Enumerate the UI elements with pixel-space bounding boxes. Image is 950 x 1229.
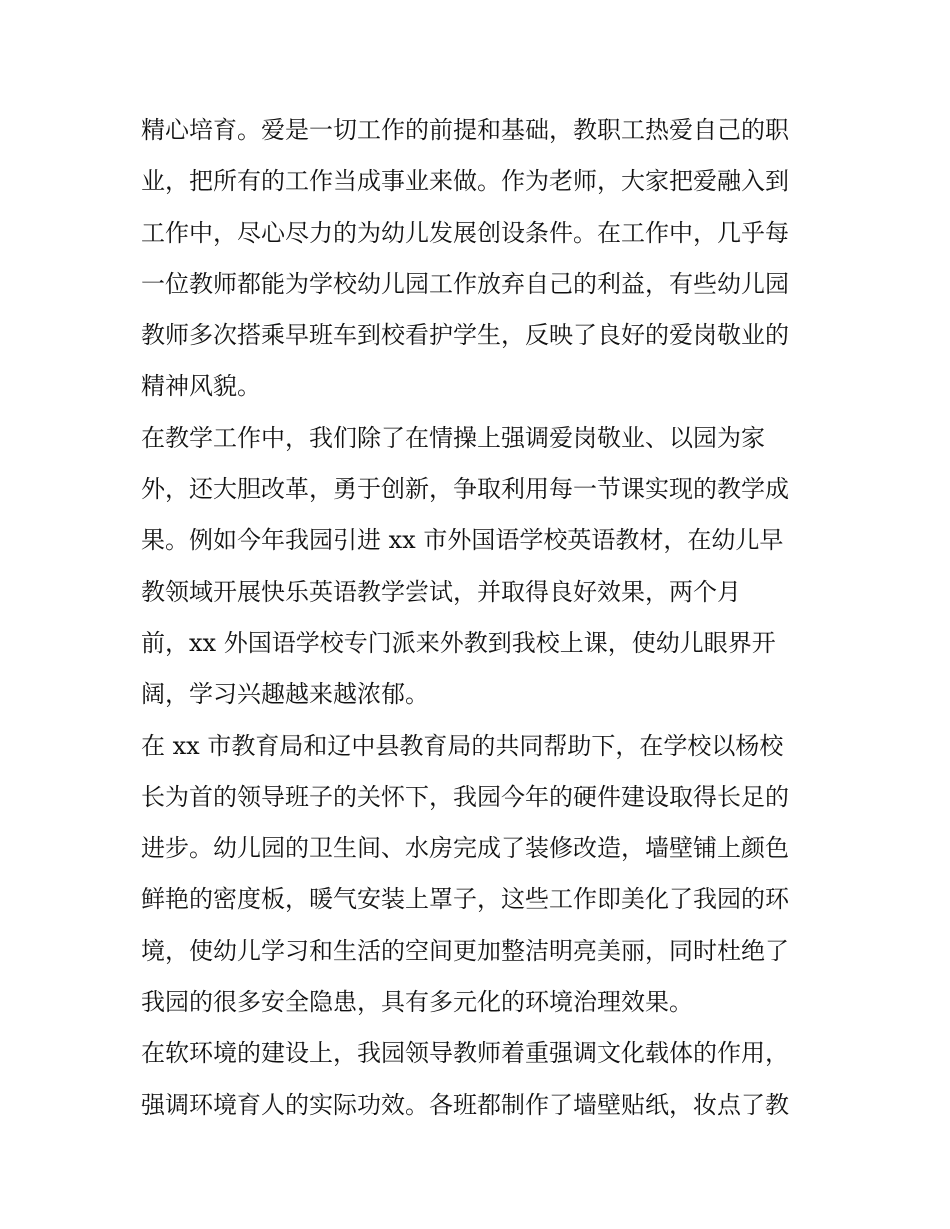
text-line: 教师多次搭乘早班车到校看护学生，反映了良好的爱岗敬业的 xyxy=(141,321,789,350)
text-line: 进步。幼儿园的卫生间、水房完成了装修改造，墙壁铺上颜色 xyxy=(141,834,789,863)
text-line: 强调环境育人的实际功效。各班都制作了墙壁贴纸，妆点了教 xyxy=(141,1090,789,1119)
text-line: 我园的很多安全隐患，具有多元化的环境治理效果。 xyxy=(141,988,693,1017)
text-line: 长为首的领导班子的关怀下，我园今年的硬件建设取得长足的 xyxy=(141,782,789,811)
text-line: 外，还大胆改革，勇于创新，争取利用每一节课实现的教学成 xyxy=(141,475,789,504)
text-line: 业，把所有的工作当成事业来做。作为老师，大家把爱融入到 xyxy=(141,167,789,196)
text-line: 在 xx 市教育局和辽中县教育局的共同帮助下，在学校以杨校 xyxy=(141,731,784,760)
text-line: 一位教师都能为学校幼儿园工作放弃自己的利益，有些幼儿园 xyxy=(141,269,789,298)
text-line: 在软环境的建设上，我园领导教师着重强调文化载体的作用， xyxy=(141,1039,789,1068)
text-line: 鲜艳的密度板，暖气安装上罩子，这些工作即美化了我园的环 xyxy=(141,885,789,914)
text-line: 工作中，尽心尽力的为幼儿发展创设条件。在工作中，几乎每 xyxy=(141,218,789,247)
text-line: 教领域开展快乐英语教学尝试，并取得良好效果，两个月 xyxy=(141,577,741,606)
body-text xyxy=(141,105,821,1131)
text-line: 果。例如今年我园引进 xx 市外国语学校英语教材，在幼儿早 xyxy=(141,526,784,555)
text-line: 境，使幼儿学习和生活的空间更加整洁明亮美丽，同时杜绝了 xyxy=(141,936,789,965)
text-line: 精心培育。爱是一切工作的前提和基础，教职工热爱自己的职 xyxy=(141,116,789,144)
text-line: 在教学工作中，我们除了在情操上强调爱岗敬业、以园为家 xyxy=(141,423,765,452)
text-line: 阔，学习兴趣越来越浓郁。 xyxy=(141,680,429,709)
text-line: 精神风貌。 xyxy=(141,372,261,401)
text-line: 前，xx 外国语学校专门派来外教到我校上课，使幼儿眼界开 xyxy=(141,628,776,657)
